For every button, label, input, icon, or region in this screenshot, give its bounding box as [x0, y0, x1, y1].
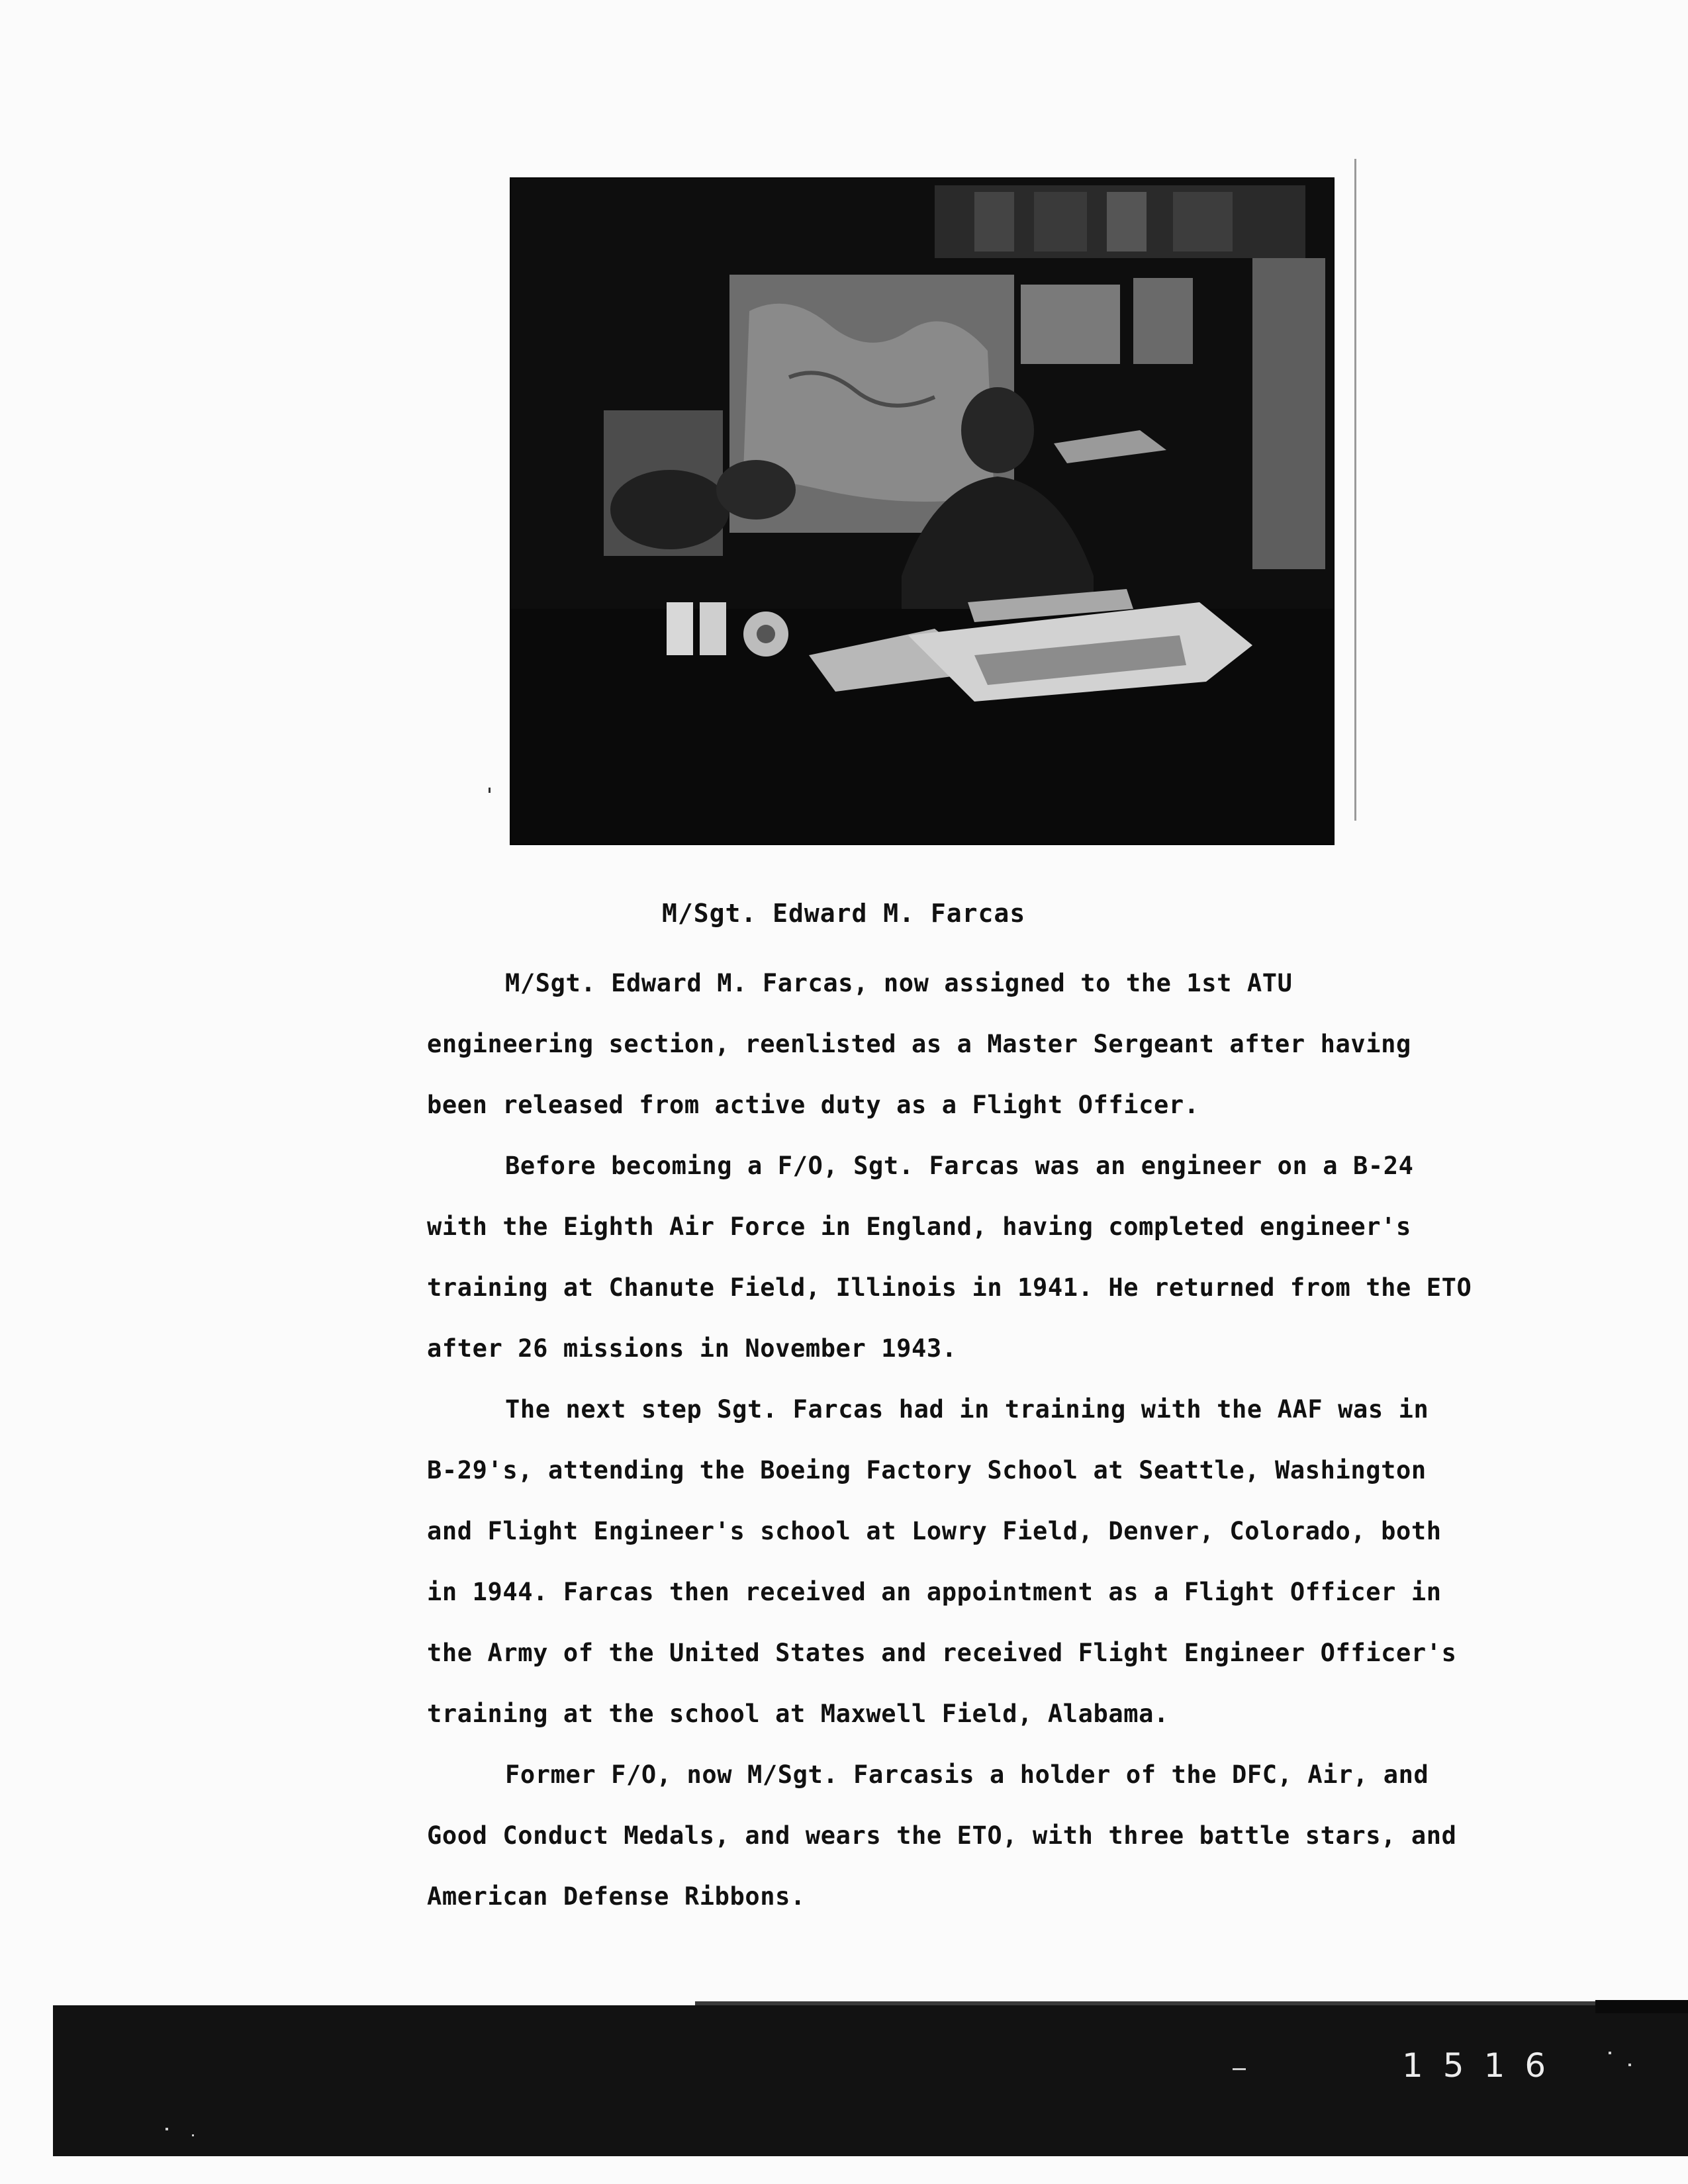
band-mark [1609, 2052, 1611, 2054]
paragraph-2: Before becoming a F/O, Sgt. Farcas was an engineer on a B-24 with the Eighth Air Force in England, having completed engineer's training at Chanute Field, Illinois in 1941. He returned from the ETO after 26 missions in November 1943. [427, 1152, 1472, 1363]
paragraph-4: Former F/O, now M/Sgt. Farcasis a holder of the DFC, Air, and Good Conduct Medals, and wears the ETO, with three battle stars, and American Defense Ribbons. [427, 1760, 1457, 1911]
scan-speck [489, 788, 491, 793]
paragraph-3: The next step Sgt. Farcas had in training with the AAF was in B-29's, attending the Boeing Factory School at Seattle, Washington and Flight Engineer's school at Lowry Field, Denver, Colorado, both in 1944. Farcas then received an appointment as a Flight Officer in the Army of the United States and received Flight Engineer Officer's training at the school at Maxwell Field, Alabama. [427, 1395, 1457, 1728]
photograph-image [511, 179, 1333, 844]
band-mark [192, 2134, 194, 2136]
page-number: 1516 [1402, 2046, 1566, 2085]
band-mark [1628, 2064, 1631, 2066]
photograph [510, 177, 1335, 845]
photo-caption: M/Sgt. Edward M. Farcas [662, 899, 1026, 928]
scan-band-corner [1595, 2000, 1688, 2013]
band-mark [165, 2128, 168, 2130]
article-body [427, 953, 1473, 1927]
paragraph-1: M/Sgt. Edward M. Farcas, now assigned to the 1st ATU engineering section, reenlisted as a Master Sergeant after having been released from active duty as a Flight Officer. [427, 969, 1411, 1119]
band-mark [1233, 2068, 1246, 2070]
scan-edge-mark [1354, 159, 1356, 821]
